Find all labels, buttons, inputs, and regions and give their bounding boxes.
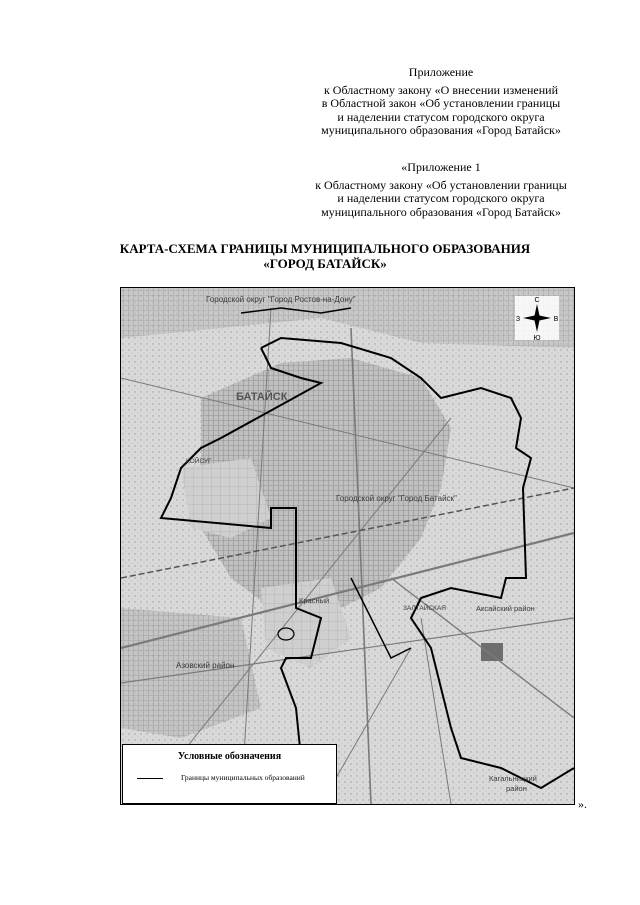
map-drawing <box>121 288 574 804</box>
label-rostov-district: Городской округ "Город Ростов-на-Дону" <box>206 295 356 304</box>
appendix-heading: Приложение <box>408 65 474 79</box>
appendix-line: муниципального образования «Город Батайск» <box>321 204 561 219</box>
label-zaltaikaya: ЗАЛТАЙСКАЯ <box>403 605 446 612</box>
map-legend <box>122 744 337 804</box>
appendix-line: в Областной закон «Об установлении границы <box>321 96 561 111</box>
label-krasny: Красный <box>299 596 330 605</box>
appendix-line: муниципального образования «Город Батайск» <box>321 123 561 138</box>
compass-north: С <box>534 297 540 304</box>
compass-west: З <box>515 316 521 323</box>
legend-boundary-label: Границы муниципальных образований <box>181 773 305 782</box>
label-bataysk-town: БАТАЙСК <box>236 391 288 403</box>
label-aksay-district: Аксайский район <box>476 604 535 613</box>
appendix-line: к Областному закону «О внесении изменений <box>323 82 559 97</box>
appendix-line: к Областному закону «Об установлении границы <box>315 177 567 192</box>
label-bataysk-district: Городской округ "Город Батайск" <box>336 494 457 503</box>
appendix-line: и наделении статусом городского округа <box>337 109 545 124</box>
label-azov-district: Азовский район <box>176 661 235 670</box>
compass-rose <box>515 296 559 342</box>
label-koysug: КОЙСУГ <box>186 458 212 465</box>
appendix-line: и наделении статусом городского округа <box>337 191 545 206</box>
map-title-line: КАРТА-СХЕМА ГРАНИЦЫ МУНИЦИПАЛЬНОГО ОБРАЗОВАНИЯ <box>119 241 531 256</box>
appendix-header-current <box>300 66 582 138</box>
compass-east: В <box>553 316 559 323</box>
map-title <box>80 241 570 271</box>
legend-title: Условные обозначения <box>177 751 282 762</box>
closing-quote-mark: ». <box>578 797 587 811</box>
appendix-header-original <box>300 161 582 219</box>
map-title-line: «ГОРОД БАТАЙСК» <box>263 256 387 271</box>
label-kagalnik-line2: район <box>506 784 527 793</box>
boundary-map <box>120 287 575 805</box>
appendix-heading: «Приложение 1 <box>401 160 481 174</box>
label-kagalnik-line1: Кагальницкий <box>489 774 537 783</box>
compass-south: Ю <box>533 335 541 342</box>
legend-boundary-symbol <box>137 778 163 779</box>
industrial-block <box>481 643 503 661</box>
